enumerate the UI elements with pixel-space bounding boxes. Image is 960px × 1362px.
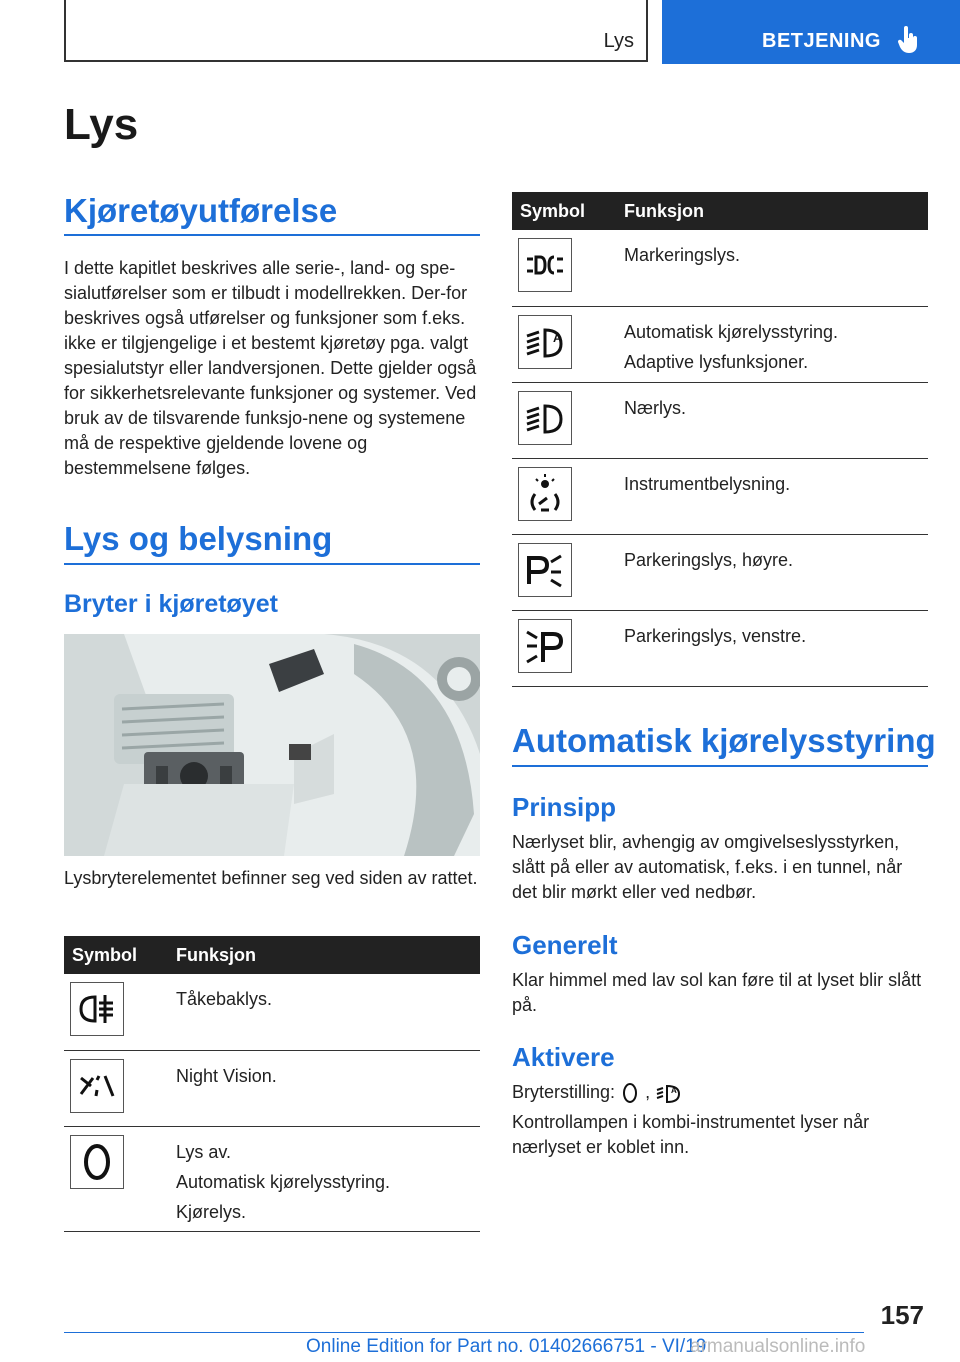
col-header-function: Funksjon — [624, 192, 928, 230]
table-row — [64, 1126, 480, 1231]
page-title: Lys — [64, 100, 139, 149]
table-row — [64, 1050, 480, 1126]
light-switch-photo — [64, 634, 480, 856]
table-row — [512, 306, 928, 382]
night-vision-icon — [75, 1064, 119, 1108]
vehicle-text: I dette kapitlet beskrives alle serie-, land- og spe-sialutførelser som er tilbudt i modellrekken. Der-for beskrives også utførelser og funksjoner som f.eks. ikke er tilgjengelige i et bestemt kjøretøy pga. valgt spesialutstyr eller landversjonen. Dette gjelder også for sikkerhetsrelevante funksjoner og systemer. Ved bruk av de tilsvarende funksjo-nene og systemene må de respektive gjeldende lovene og bestemmelsene følges. — [64, 258, 477, 478]
subheading-principle: Prinsipp — [512, 792, 617, 822]
heading-rule — [512, 765, 928, 767]
subheading-activate: Aktivere — [512, 1042, 615, 1072]
watermark: armanualsonline.info — [690, 1336, 866, 1357]
col-header-symbol: Symbol — [64, 936, 176, 974]
symbol-table-right — [512, 192, 928, 687]
principle-text: Nærlyset blir, avhengig av omgivelseslysstyrken, slått på eller av automatisk, f.eks. i en tunnel, når det blir mørkt eller ved nedbør. — [512, 832, 903, 902]
col-header-symbol: Symbol — [512, 192, 624, 230]
table-row — [512, 534, 928, 610]
footer-rule — [64, 1332, 864, 1333]
row-text: Parkeringslys, venstre. — [624, 625, 807, 646]
subheading-general: Generelt — [512, 930, 618, 960]
subheading-switch: Bryter i kjøretøyet — [64, 590, 278, 618]
table-row — [512, 610, 928, 686]
fog-light-icon — [75, 987, 119, 1031]
section-name: Lys — [603, 30, 634, 52]
low-beam-icon — [523, 396, 567, 440]
switch-separator: , — [645, 1082, 651, 1102]
row-text: Parkeringslys, høyre. — [624, 549, 794, 570]
auto-headlight-icon — [523, 320, 567, 364]
instrument-light-icon — [523, 472, 567, 516]
section-heading-lights: Lys og belysning — [64, 520, 333, 557]
table-row — [512, 382, 928, 458]
parking-right-icon — [523, 548, 567, 592]
hand-pointer-icon — [898, 26, 918, 54]
chapter-tab — [662, 0, 960, 64]
col-header-function: Funksjon — [176, 936, 480, 974]
indicator-text: Kontrollampen i kombi-instrumentet lyser når nærlyset er koblet inn. — [512, 1112, 870, 1157]
parking-left-icon — [523, 624, 567, 668]
switch-position-label: Bryterstilling: — [512, 1082, 616, 1102]
row-text: Instrumentbelysning. — [624, 473, 791, 494]
zero-icon — [75, 1140, 119, 1184]
symbol-table-left — [64, 936, 480, 1232]
svg-text:A: A — [671, 1086, 677, 1096]
table-row — [64, 974, 480, 1050]
table-row — [512, 230, 928, 306]
switch-position-line — [512, 1080, 928, 1105]
row-text: Nærlys. — [624, 397, 686, 418]
marker-light-icon — [523, 243, 567, 287]
row-text: Kjørelys. — [176, 1201, 247, 1222]
running-header — [64, 0, 648, 62]
auto-headlight-icon — [655, 1082, 681, 1104]
general-text: Klar himmel med lav sol kan føre til at lyset blir slått på. — [512, 970, 922, 1015]
chapter-name: BETJENING — [762, 30, 881, 52]
edition-note: Online Edition for Part no. 01402666751 - VI/19 — [306, 1336, 707, 1357]
heading-rule — [64, 563, 480, 565]
zero-icon — [620, 1082, 640, 1104]
row-text: Tåkebaklys. — [176, 989, 273, 1009]
photo-caption: Lysbryterelementet befinner seg ved siden av rattet. — [64, 868, 478, 888]
svg-text:A: A — [553, 330, 562, 345]
section-heading-auto: Automatisk kjørelysstyring — [512, 722, 936, 759]
table-row — [512, 458, 928, 534]
row-text: Night Vision. — [176, 1065, 277, 1086]
section-heading-vehicle: Kjøretøyutførelse — [64, 192, 338, 229]
row-text: Automatisk kjørelysstyring. — [176, 1171, 391, 1192]
row-text: Markeringslys. — [624, 245, 741, 265]
page-number: 157 — [880, 1300, 924, 1330]
row-text: Lys av. — [176, 1141, 232, 1162]
heading-rule — [64, 234, 480, 236]
row-text: Adaptive lysfunksjoner. — [624, 351, 809, 372]
row-text: Automatisk kjørelysstyring. — [624, 321, 839, 342]
